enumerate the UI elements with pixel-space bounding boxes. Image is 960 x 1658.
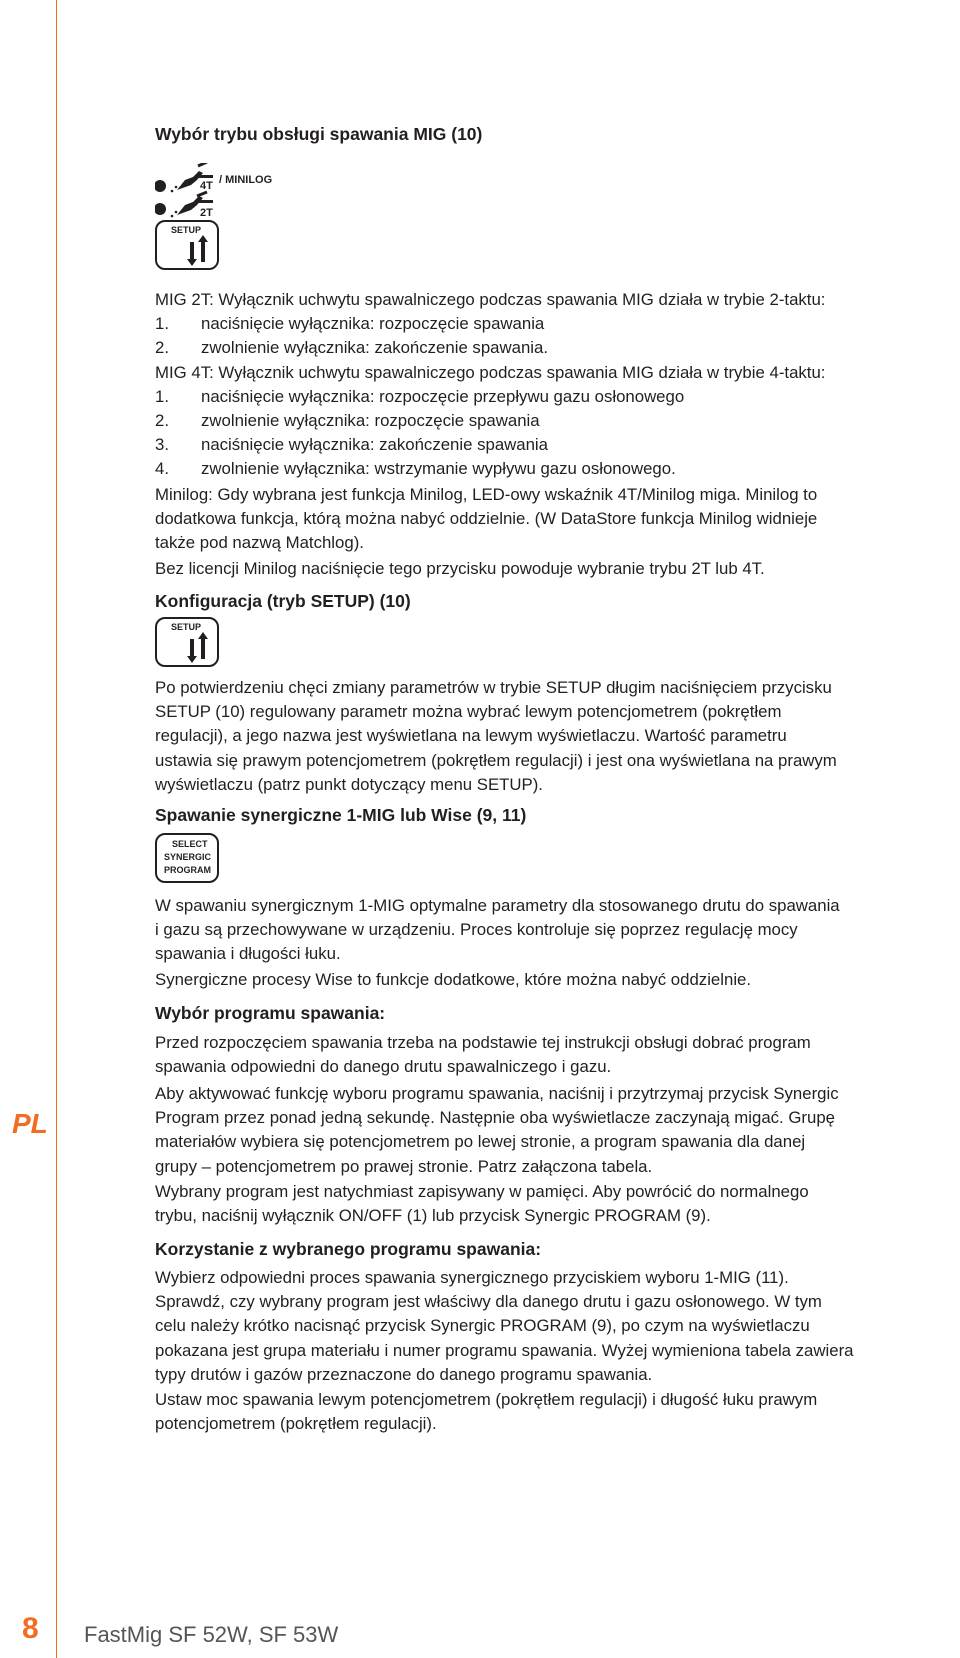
up-down-arrows-icon [157, 619, 217, 665]
paragraph-line: pokazana jest grupa materiału i numer programu spawania. Wyżej wymieniona tabela zawiera [155, 1340, 854, 1360]
page-number: 8 [22, 1612, 39, 1645]
language-tab: PL [12, 1108, 48, 1139]
paragraph-line: trybu, naciśnij wyłącznik ON/OFF (1) lub przycisk Synergic PROGRAM (9). [155, 1206, 711, 1226]
paragraph-line: grupy – potencjometrem po prawej stronie. Patrz załączona tabela. [155, 1156, 653, 1176]
button-line-synergic: SYNERGIC [164, 852, 212, 862]
program-select-paragraph-3 [155, 1180, 955, 1228]
program-use-paragraph-1 [155, 1266, 955, 1387]
paragraph-line: dodatkowa funkcja, którą można nabyć oddzielnie. (W DataStore funkcja Minilog widnieje [155, 509, 818, 529]
setup-button[interactable] [155, 617, 219, 667]
paragraph-line: typy drutów i gazów przeznaczone do danego programu spawania. [155, 1364, 653, 1384]
paragraph-line: spawania i długości łuku. [155, 944, 341, 964]
synergic-paragraph-1 [155, 894, 955, 967]
list-item: 1. naciśnięcie wyłącznika: rozpoczęcie przepływu gazu osłonowego [155, 386, 685, 406]
license-paragraph [155, 557, 955, 581]
paragraph-line: i gazu są przechowywane w urządzeniu. Proces kontroluje się poprzez regulację mocy [155, 920, 798, 940]
paragraph-line: Wybrany program jest natychmiast zapisywany w pamięci. Aby powrócić do normalnego [155, 1182, 809, 1201]
synergic-paragraph-2 [155, 968, 955, 992]
paragraph-line: Program przez ponad jedną sekundę. Następnie oba wyświetlacze zaczynają migać. Grupę [155, 1108, 836, 1128]
paragraph-line: wyświetlaczu (patrz punkt dotyczący menu SETUP). [155, 774, 543, 794]
program-use-heading: Korzystanie z wybranego programu spawania: [155, 1239, 542, 1259]
mig-4t-line: MIG 4T: Wyłącznik uchwytu spawalniczego podczas spawania MIG działa w trybie 4-taktu: [155, 362, 826, 382]
mig-mode-text [155, 288, 955, 482]
button-line-program: PROGRAM [164, 865, 211, 875]
led-2t-label: 2T [200, 207, 213, 219]
mig-2t-line: MIG 2T: Wyłącznik uchwytu spawalniczego podczas spawania MIG działa w trybie 2-taktu: [155, 290, 826, 309]
paragraph-line: Bez licencji Minilog naciśnięcie tego przycisku powoduje wybranie trybu 2T lub 4T. [155, 559, 765, 578]
led-4t-label: 4T [200, 180, 213, 192]
program-select-paragraph-2 [155, 1082, 955, 1179]
up-down-arrows-icon [157, 222, 217, 268]
margin-rule [56, 0, 57, 1658]
paragraph-line: Przed rozpoczęciem spawania trzeba na podstawie tej instrukcji obsługi dobrać program [155, 1033, 811, 1052]
list-item: 2. zwolnienie wyłącznika: zakończenie spawania. [155, 338, 548, 358]
synergic-program-button[interactable] [155, 833, 219, 883]
paragraph-line: spawania odpowiedni do danego drutu spawalniczego i gazu. [155, 1057, 612, 1077]
paragraph-line: celu należy krótko nacisnąć przycisk Synergic PROGRAM (9), po czym na wyświetlaczu [155, 1316, 810, 1336]
button-line-select: SELECT [172, 839, 208, 849]
synergic-heading: Spawanie synergiczne 1-MIG lub Wise (9, 11) [155, 805, 527, 825]
paragraph-line: Wybierz odpowiedni proces spawania synergicznego przyciskiem wyboru 1-MIG (11). [155, 1268, 789, 1287]
setup-heading: Konfiguracja (tryb SETUP) (10) [155, 591, 411, 611]
paragraph-line: Ustaw moc spawania lewym potencjometrem (pokrętłem regulacji) i długość łuku prawym [155, 1390, 818, 1409]
paragraph-line: W spawaniu synergicznym 1-MIG optymalne parametry dla stosowanego drutu do spawania [155, 896, 840, 915]
paragraph-line: regulacji), a jego nazwa jest wyświetlana na lewym wyświetlaczu. Wartość parametru [155, 726, 787, 746]
paragraph-line: Synergiczne procesy Wise to funkcje dodatkowe, które można nabyć oddzielnie. [155, 970, 752, 989]
paragraph-line: Po potwierdzeniu chęci zmiany parametrów w trybie SETUP długim naciśnięciem przycisku [155, 678, 832, 697]
paragraph-line: Aby aktywować funkcję wyboru programu spawania, naciśnij i przytrzymaj przycisk Synergic [155, 1084, 839, 1103]
program-select-paragraph-1 [155, 1031, 955, 1079]
list-item: 4. zwolnienie wyłącznika: wstrzymanie wypływu gazu osłonowego. [155, 459, 676, 479]
paragraph-line: potencjometrem (pokrętłem regulacji). [155, 1414, 437, 1434]
setup-paragraph [155, 676, 955, 797]
list-item: 1. naciśnięcie wyłącznika: rozpoczęcie spawania [155, 314, 545, 334]
product-name: FastMig SF 52W, SF 53W [84, 1622, 339, 1647]
paragraph-line: Sprawdź, czy wybrany program jest właściwy dla danego drutu i gazu osłonowego. W tym [155, 1292, 822, 1312]
list-item: 3. naciśnięcie wyłącznika: zakończenie spawania [155, 435, 548, 455]
setup-mode-button[interactable] [155, 220, 219, 270]
paragraph-line: także pod nazwą Matchlog). [155, 533, 364, 553]
program-select-heading: Wybór programu spawania: [155, 1003, 386, 1023]
program-use-paragraph-2 [155, 1388, 955, 1436]
paragraph-line: Minilog: Gdy wybrana jest funkcja Minilog, LED-owy wskaźnik 4T/Minilog miga. Minilog to [155, 485, 818, 504]
setup-button-label: SETUP [171, 225, 202, 235]
minilog-label: / MINILOG [219, 174, 273, 186]
paragraph-line: materiałów wybiera się potencjometrem po lewej stronie, a program spawania dla danej [155, 1132, 806, 1152]
minilog-paragraph [155, 483, 955, 556]
mig-mode-heading: Wybór trybu obsługi spawania MIG (10) [155, 124, 483, 144]
setup-button-label: SETUP [171, 622, 202, 632]
paragraph-line: SETUP (10) regulowany parametr można wybrać lewym potencjometrem (pokrętłem [155, 702, 782, 722]
list-item: 2. zwolnienie wyłącznika: rozpoczęcie spawania [155, 411, 540, 431]
paragraph-line: ustawia się prawym potencjometrem (pokrętłem regulacji) i jest ona wyświetlana na prawym [155, 750, 837, 770]
